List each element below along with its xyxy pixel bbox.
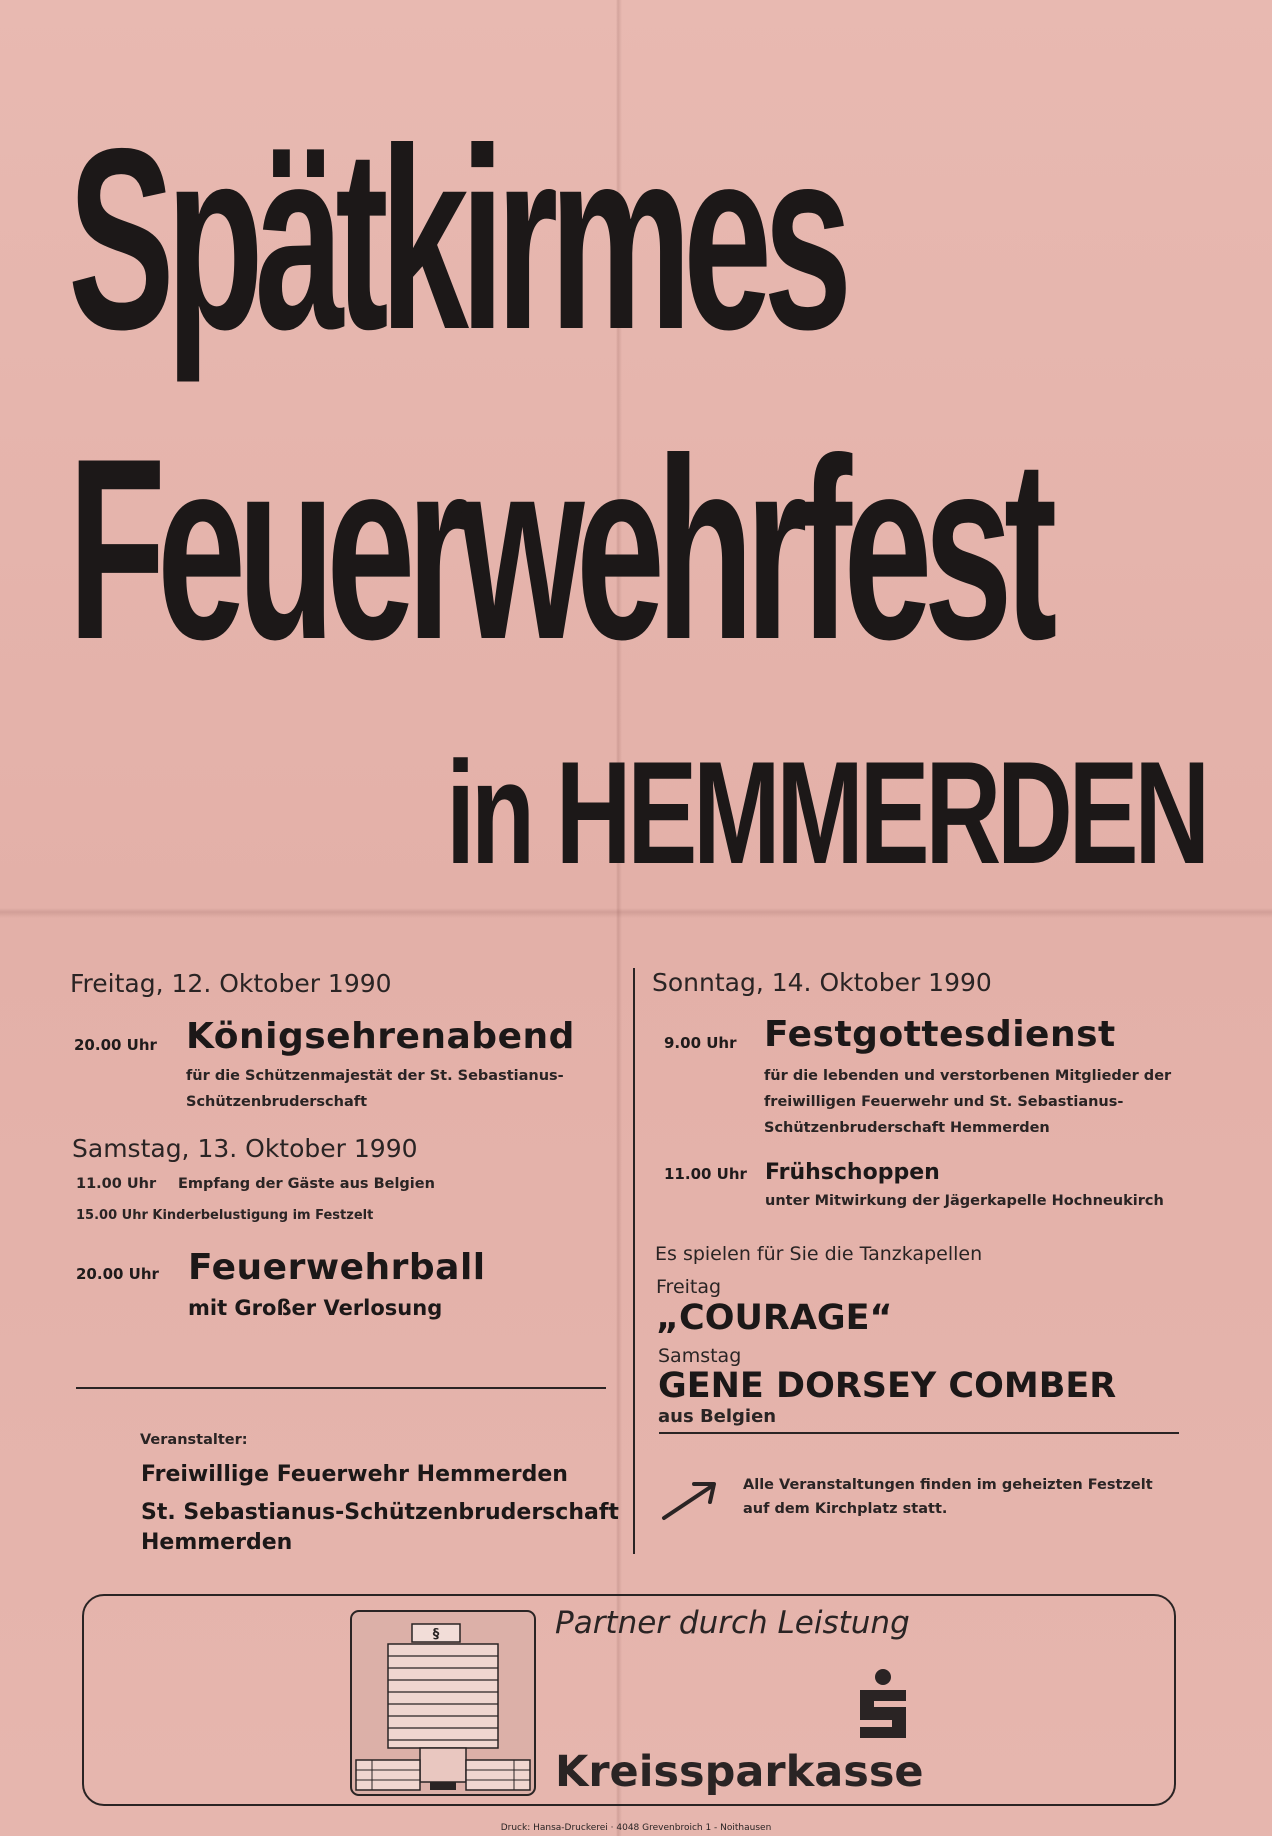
sunday-brunch-time: 11.00 Uhr — [664, 1165, 747, 1183]
sponsor-slogan: Partner durch Leistung — [555, 1605, 910, 1641]
sunday-mass-title: Festgottesdienst — [764, 1014, 1116, 1055]
saturday-ball-time: 20.00 Uhr — [76, 1265, 159, 1283]
sunday-date: Sonntag, 14. Oktober 1990 — [652, 968, 992, 997]
band-2-name: GENE DORSEY COMBER — [658, 1366, 1117, 1406]
friday-event-desc-2: Schützenbruderschaft — [186, 1094, 368, 1110]
headline-line-2: Feuerwehrfest — [68, 404, 1049, 693]
organizer-line-3: Hemmerden — [141, 1530, 293, 1555]
saturday-ball-sub: mit Großer Verlosung — [188, 1296, 443, 1320]
svg-text:§: § — [432, 1627, 440, 1642]
bands-intro: Es spielen für Sie die Tanzkapellen — [655, 1243, 983, 1265]
sunday-mass-desc-3: Schützenbruderschaft Hemmerden — [764, 1120, 1050, 1136]
saturday-ball-title: Feuerwehrball — [188, 1247, 486, 1288]
note-line-1: Alle Veranstaltungen finden im geheizten Festzelt — [743, 1477, 1153, 1493]
printer-imprint: Druck: Hansa-Druckerei · 4048 Grevenbroich 1 - Noithausen — [500, 1823, 772, 1833]
sunday-mass-time: 9.00 Uhr — [664, 1034, 737, 1052]
sponsor-name: Kreissparkasse — [555, 1747, 924, 1797]
band-1-day: Freitag — [656, 1276, 722, 1298]
friday-event-title: Königsehrenabend — [186, 1016, 575, 1057]
arrow-icon — [660, 1478, 722, 1522]
friday-time: 20.00 Uhr — [74, 1036, 157, 1054]
organizer-line-2: St. Sebastianus-Schützenbruderschaft — [141, 1500, 619, 1525]
friday-date: Freitag, 12. Oktober 1990 — [70, 969, 392, 998]
note-line-2: auf dem Kirchplatz statt. — [743, 1501, 948, 1517]
sunday-mass-desc-1: für die lebenden und verstorbenen Mitglieder der — [764, 1068, 1172, 1084]
headline-line-3: in HEMMERDEN — [446, 731, 1206, 894]
saturday-date: Samstag, 13. Oktober 1990 — [72, 1134, 418, 1163]
right-divider — [659, 1432, 1179, 1434]
organizer-line-1: Freiwillige Feuerwehr Hemmerden — [141, 1462, 568, 1487]
sparkasse-logo-icon — [852, 1668, 914, 1740]
sunday-brunch-title: Frühschoppen — [765, 1160, 940, 1185]
band-2-day: Samstag — [658, 1345, 742, 1367]
sunday-mass-desc-2: freiwilligen Feuerwehr und St. Sebastianus- — [764, 1094, 1124, 1110]
headline-line-1: Spätkirmes — [68, 94, 844, 383]
saturday-item-1-text: Empfang der Gäste aus Belgien — [178, 1176, 435, 1192]
saturday-item-2: 15.00 Uhr Kinderbelustigung im Festzelt — [76, 1208, 374, 1223]
column-divider — [633, 968, 635, 1554]
building-illustration — [350, 1610, 536, 1796]
sunday-brunch-desc: unter Mitwirkung der Jägerkapelle Hochneukirch — [765, 1193, 1164, 1209]
organizer-label: Veranstalter: — [140, 1432, 248, 1448]
band-1-name: „COURAGE“ — [656, 1298, 893, 1338]
friday-event-desc-1: für die Schützenmajestät der St. Sebastianus- — [186, 1068, 564, 1084]
left-divider — [76, 1387, 606, 1389]
saturday-item-1-time: 11.00 Uhr — [76, 1176, 157, 1192]
band-2-origin: aus Belgien — [658, 1406, 777, 1427]
